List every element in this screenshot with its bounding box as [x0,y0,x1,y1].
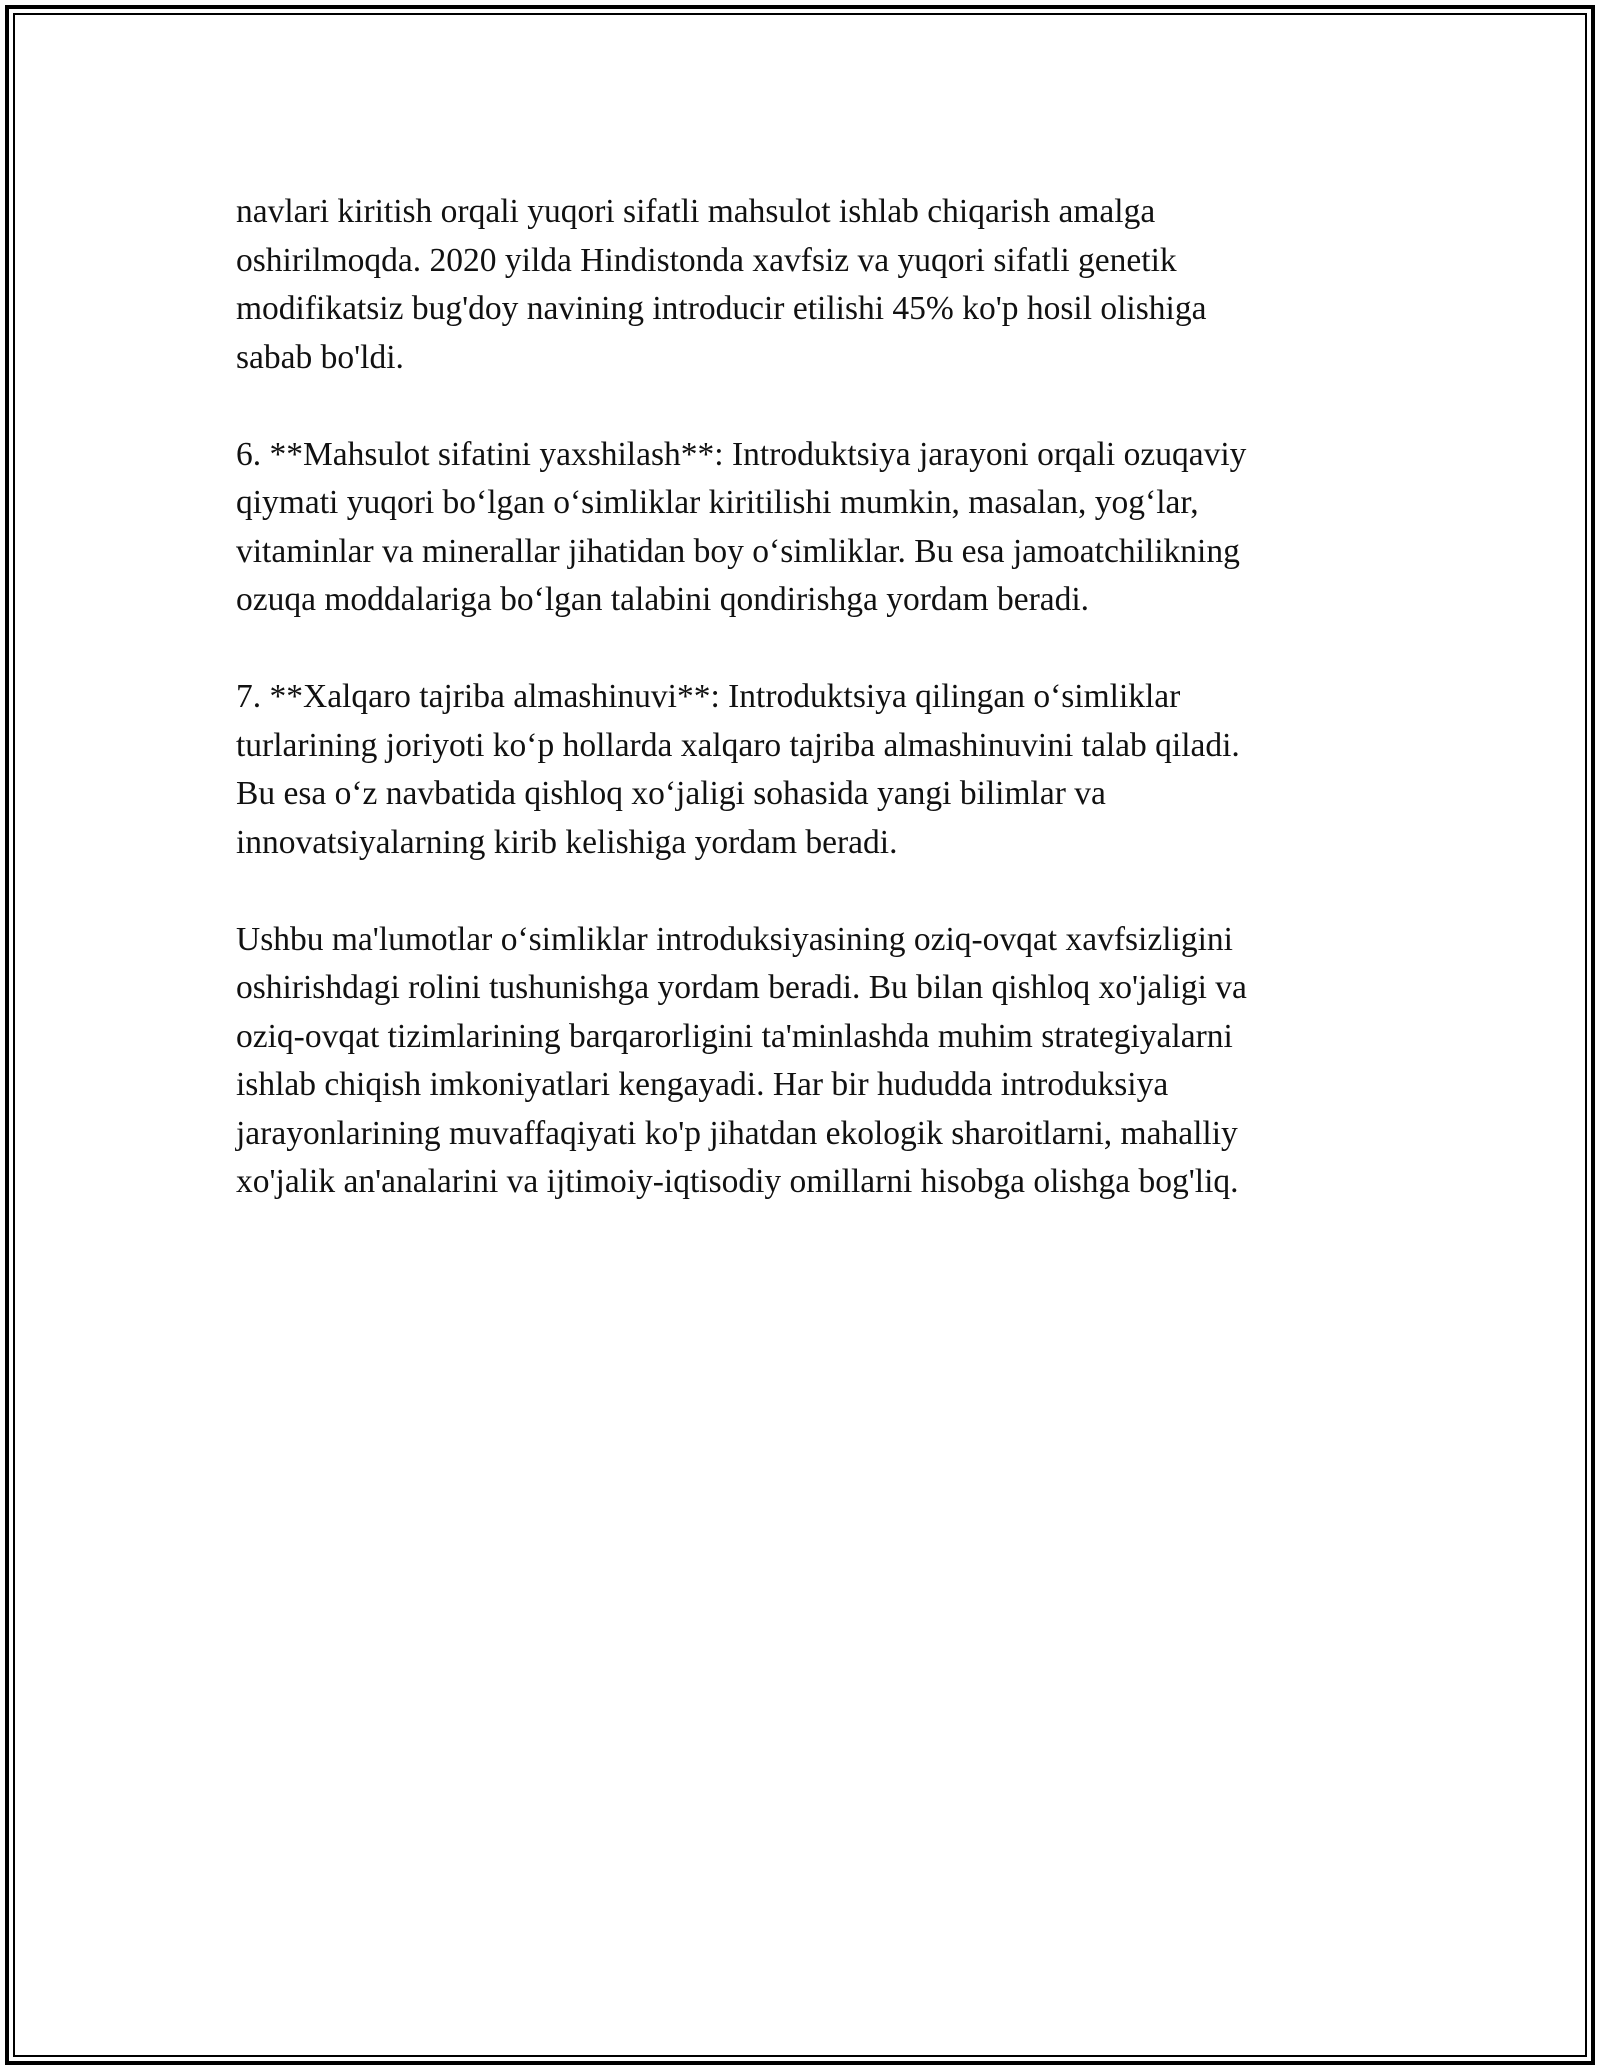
text-line: oshirishdagi rolini tushunishga yordam beradi. Bu bilan qishloq xo'jaligi va [236,969,1247,1006]
text-line: Bu esa oʻz navbatida qishloq xoʻjaligi sohasida yangi bilimlar va [236,775,1106,812]
text-line: jarayonlarining muvaffaqiyati ko'p jihatdan ekologik sharoitlarni, mahalliy [236,1114,1238,1152]
paragraph-item-6 [236,431,1366,625]
text-line: modifikatsiz bug'doy navining introducir etilishi 45% ko'p hosil olishiga [236,290,1207,327]
text-line: navlari kiritish orqali yuqori sifatli mahsulot ishlab chiqarish amalga [236,193,1156,230]
document-body [236,188,1366,1255]
text-line: ozuqa moddalariga boʻlgan talabini qondirishga yordam beradi. [236,581,1090,618]
text-line: xo'jalik an'analarini va ijtimoiy-iqtisodiy omillarni hisobga olishga bog'liq. [236,1163,1239,1200]
text-line: turlarining joriyoti koʻp hollarda xalqaro tajriba almashinuvini talab qiladi. [236,726,1240,764]
paragraph-conclusion [236,916,1366,1207]
text-line: Ushbu ma'lumotlar oʻsimliklar introduksiyasining oziq-ovqat xavfsizligini [236,920,1233,958]
text-line: ishlab chiqish imkoniyatlari kengayadi. Har bir hududda introduksiya [236,1066,1169,1103]
text-line: innovatsiyalarning kirib kelishiga yordam beradi. [236,823,898,861]
paragraph-continuation [236,188,1366,382]
text-line: oshirilmoqda. 2020 yilda Hindistonda xavfsiz va yuqori sifatli genetik [236,241,1177,279]
text-line: qiymati yuqori boʻlgan oʻsimliklar kiritilishi mumkin, masalan, yogʻlar, [236,484,1199,521]
text-line: vitaminlar va minerallar jihatidan boy oʻsimliklar. Bu esa jamoatchilikning [236,532,1240,570]
paragraph-item-7 [236,673,1366,867]
text-line: sabab bo'ldi. [236,338,404,376]
text-line: oziq-ovqat tizimlarining barqarorligini ta'minlashda muhim strategiyalarni [236,1017,1233,1055]
text-line: 6. **Mahsulot sifatini yaxshilash**: Introduktsiya jarayoni orqali ozuqaviy [236,435,1247,473]
text-line: 7. **Xalqaro tajriba almashinuvi**: Introduktsiya qilingan oʻsimliklar [236,678,1181,715]
